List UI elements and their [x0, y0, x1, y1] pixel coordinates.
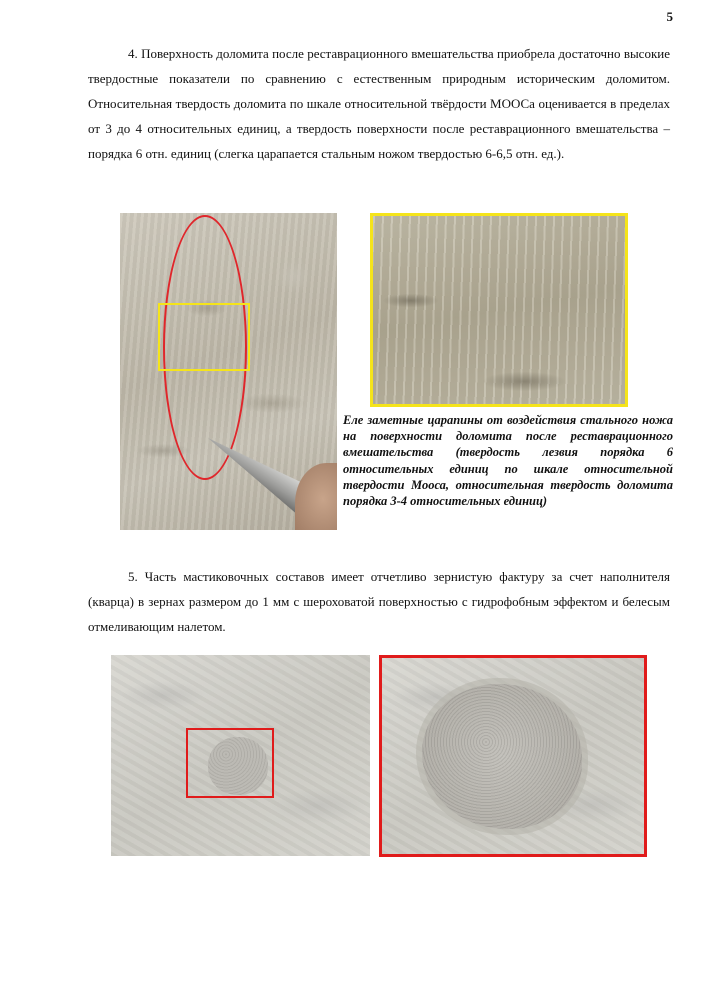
- paragraph-4: [88, 41, 670, 166]
- yellow-zoom-marker: [158, 303, 250, 371]
- paragraph-5: [88, 564, 670, 639]
- photo-mastic-closeup: [379, 655, 647, 857]
- photo-scratch-closeup: [370, 213, 628, 407]
- page-number: 5: [666, 9, 673, 24]
- photo-dolomite-knife-scratch: [120, 213, 337, 530]
- mastic-granular-patch-closeup: [422, 684, 582, 829]
- photo-mastic-fill: [111, 655, 370, 856]
- paragraph-5-text: 5. Часть мастиковочных составов имеет отчетливо зернистую фактуру за счет наполнителя (кварца) в зернах размером до 1 мм с шероховатой поверхностью с гидрофобным эффектом и белесым отмеливающим налетом.: [88, 569, 670, 634]
- red-zoom-marker: [186, 728, 274, 798]
- hand: [295, 463, 337, 530]
- figure-caption: Еле заметные царапины от воздействия стального ножа на поверхности доломита после реставрационного вмешательства (твердость лезвия порядка 6 относительных единиц по шкале относительной твердости Мооса, относительная твердость доломита порядка 3-4 относительных единиц): [343, 413, 673, 509]
- paragraph-4-text: 4. Поверхность доломита после реставрационного вмешательства приобрела достаточно высокие твердостные показатели по сравнению с естественным природным историческим доломитом. Относительная твердость доломита по шкале относительной твёрдости МООСа оценивается в пределах от 3 до 4 относительных единиц, а твердость поверхности после реставрационного вмешательства – порядка 6 отн. единиц (слегка царапается стальным ножом твердостью 6-6,5 отн. ед.).: [88, 46, 670, 161]
